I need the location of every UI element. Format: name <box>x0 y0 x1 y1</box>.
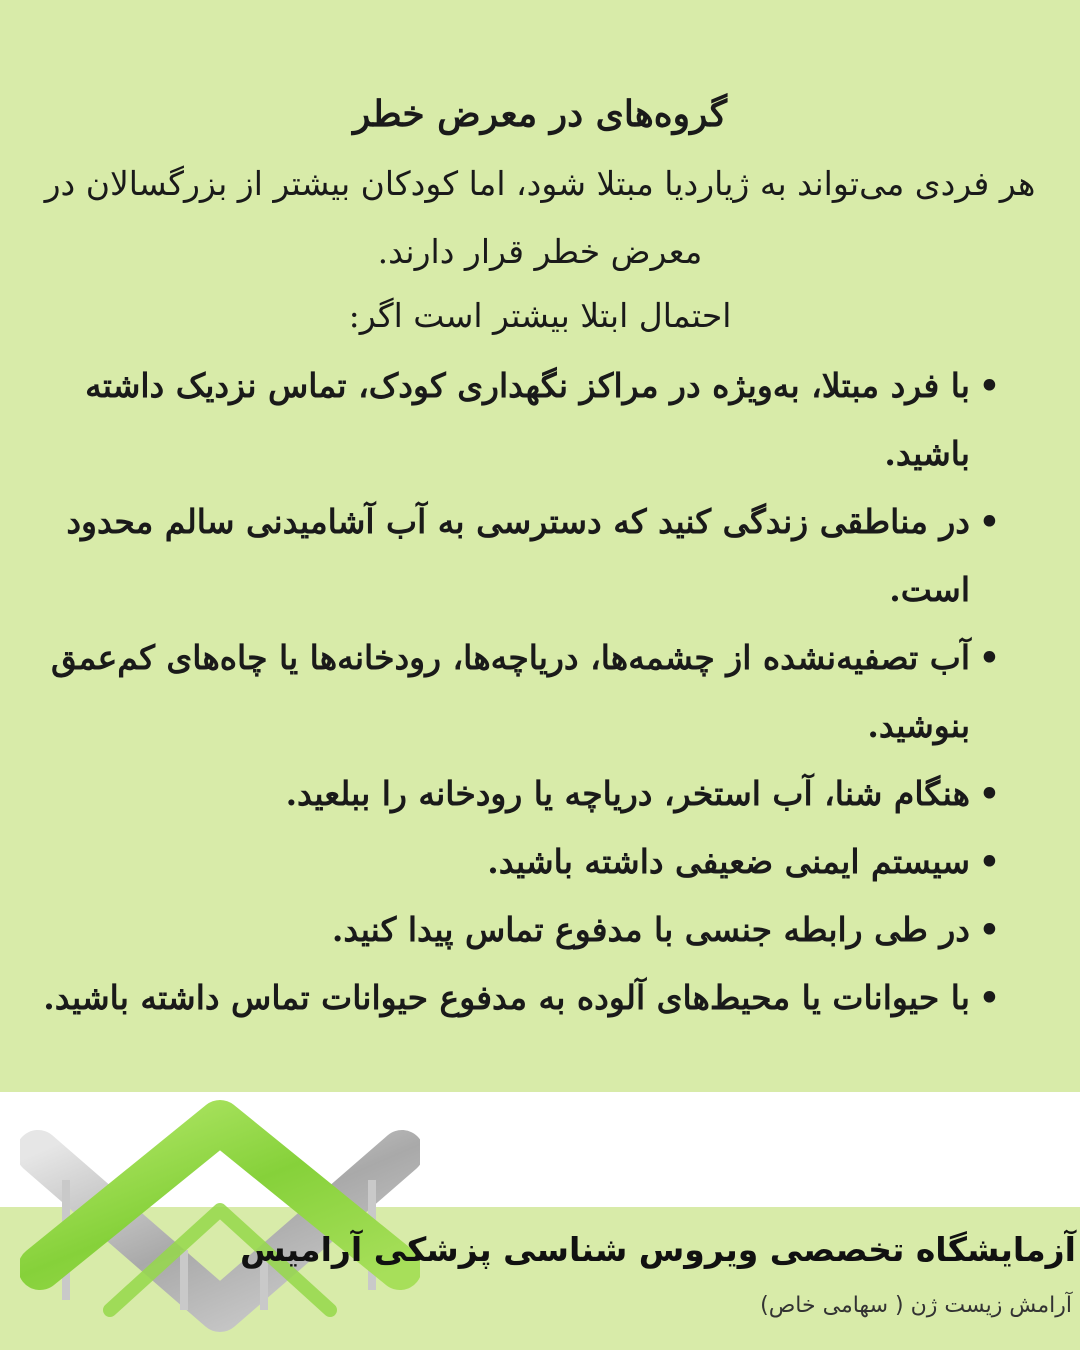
list-item: • در مناطقی زندگی کنید که دسترسی به آب آشامیدنی سالم محدود است. <box>0 488 1000 624</box>
intro-paragraph: هر فردی می‌تواند به ژیاردیا مبتلا شود، اما کودکان بیشتر از بزرگسالان در معرض خطر قرار دارند. <box>44 164 1036 271</box>
footer <box>0 1092 1080 1350</box>
company-name: آرامش زیست ژن ( سهامی خاص) <box>760 1293 1072 1318</box>
lab-name: آزمایشگاه تخصصی ویروس شناسی پزشکی آرامیس <box>240 1230 1076 1269</box>
list-item: • با حیوانات یا محیط‌های آلوده به مدفوع حیوانات تماس داشته باشید. <box>0 964 1000 1032</box>
page-title: گروه‌های در معرض خطر <box>352 93 728 135</box>
list-item: • با فرد مبتلا، به‌ویژه در مراکز نگهداری کودک، تماس نزدیک داشته باشید. <box>0 352 1000 488</box>
list-item: • آب تصفیه‌نشده از چشمه‌ها، دریاچه‌ها، رودخانه‌ها یا چاه‌های کم‌عمق بنوشید. <box>0 624 1000 760</box>
list-item: • سیستم ایمنی ضعیفی داشته باشید. <box>0 828 1000 896</box>
risk-list <box>0 352 1000 1032</box>
lead-line: احتمال ابتلا بیشتر است اگر: <box>348 296 732 335</box>
list-item: • هنگام شنا، آب استخر، دریاچه یا رودخانه را ببلعید. <box>0 760 1000 828</box>
list-item: • در طی رابطه جنسی با مدفوع تماس پیدا کنید. <box>0 896 1000 964</box>
